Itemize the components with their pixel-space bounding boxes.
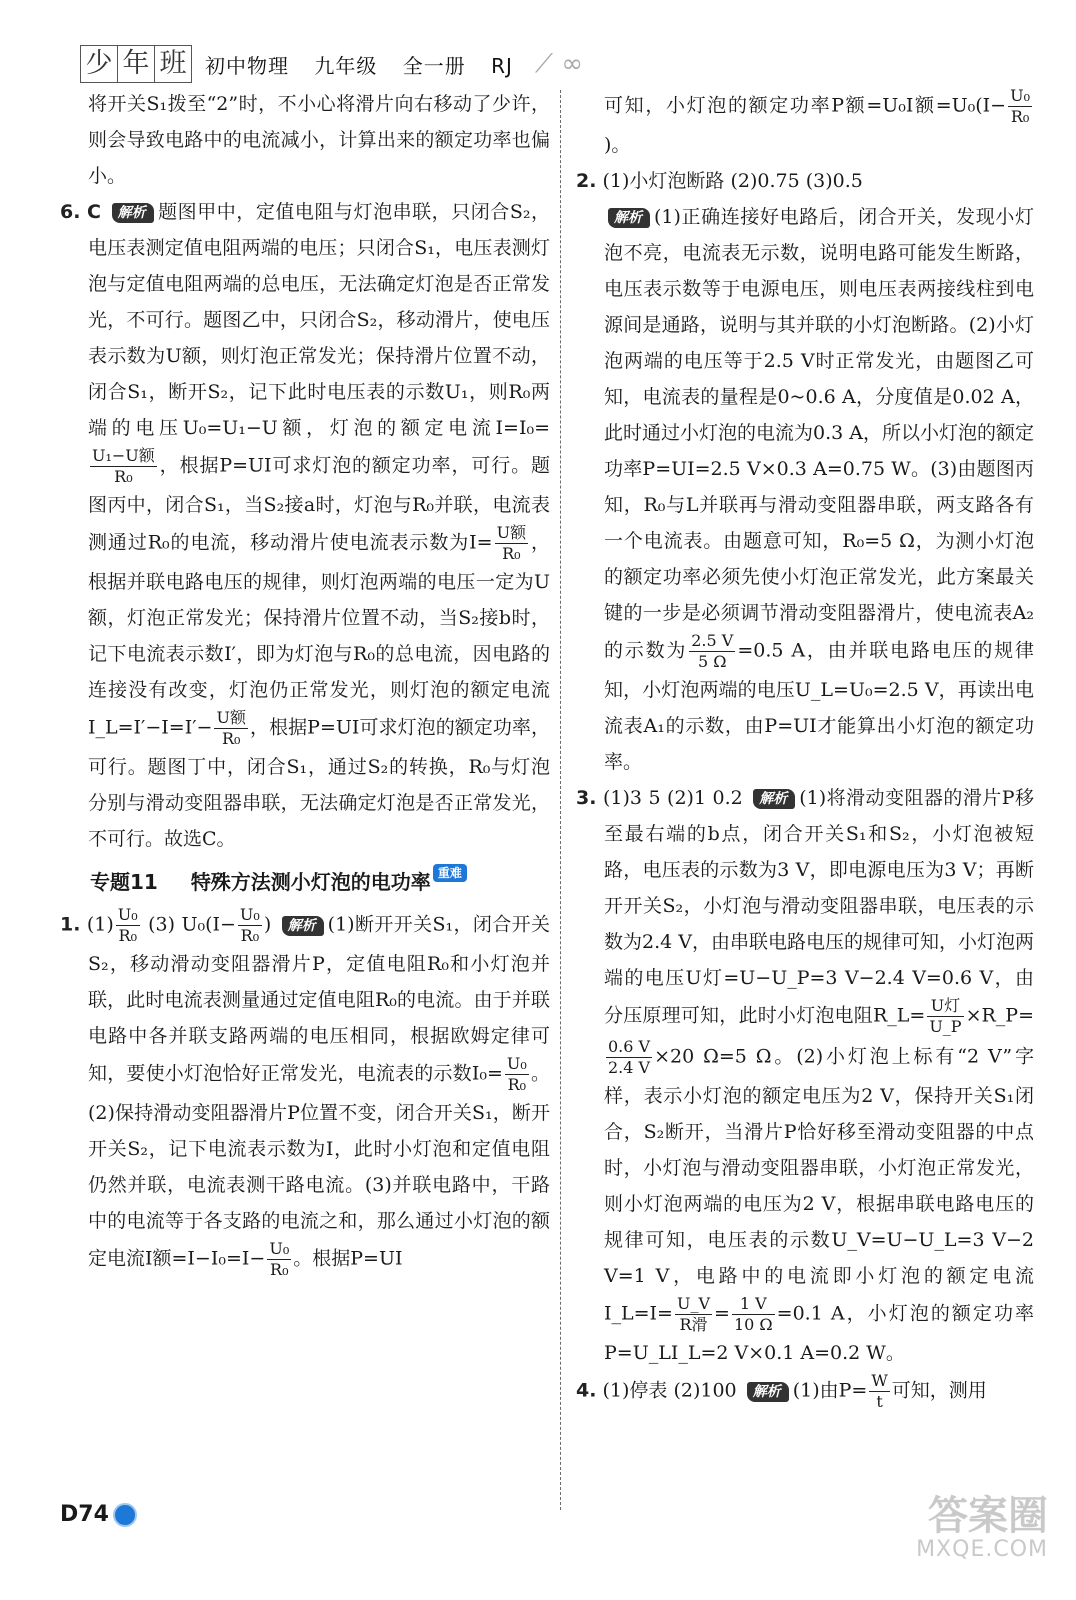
q6-text-d: ，根据P=UI可求灯泡的额定功率，可行。题图丁中，闭合S₁，通过S₂的转换，R₀与灯泡分别与滑动变阻器串联，无法确定灯泡是否正常发光，不可行。故选C。: [88, 716, 550, 850]
q2-text-b: =0.5 A，由并联电路电压的规律知，小灯泡两端的电压U_L=U₀=2.5 V，再读出电流表A₁的示数，由P=UI才能算出小灯泡的额定功率。: [604, 639, 1034, 773]
q2-answers: (1)小灯泡断路 (2)0.75 (3)0.5: [602, 170, 863, 192]
fraction: $\frac{\text{U₀}}{\text{R₀}}$: [269, 1239, 290, 1279]
fraction: $\frac{\text{U额}}{\text{R₀}}$: [216, 708, 246, 748]
fraction: $\frac{1 V}{10 \Omega}$: [733, 1294, 773, 1334]
header-decoration-icon: ⟋ ∞: [534, 48, 583, 79]
q2-number: 2.: [576, 170, 597, 192]
q1-ans3-prefix: (3) U₀(I−: [148, 913, 236, 936]
q4-text-a: (1)由P=: [792, 1379, 868, 1402]
analysis-badge: 解析: [747, 1382, 789, 1402]
q2-text-a: (1)正确连接好电路后，闭合开关，发现小灯泡不亮，电流表无示数，说明电路可能发生断路，电压表示数等于电源电压，则电压表两接线柱到电源间是通路，说明与其并联的小灯泡断路。(2)小灯泡两端的电压等于2.5 V时正常发光，由题图乙可知，电流表的量程是0~0.6 A，分度值是0.02 A，此时通过小灯泡的电流为0.3 A，所以小灯泡的额定功率P=UI=2.5 V×0.3 A=0.75 W。(3)由题图丙知，R₀与L并联再与滑动变阻器串联，两支路各有一个电流表。由题意可知，R₀=5 Ω，为测小灯泡的额定功率必须先使小灯泡正常发光，此方案最关键的一步是必须调节滑动变阻器滑片，使电流表A₂的示数为: [604, 206, 1034, 662]
q5-continuation: 将开关S₁拨至“2”时，不小心将滑片向右移动了少许，则会导致电路中的电流减小，计算出来的额定功率也偏小。: [88, 93, 550, 187]
analysis-badge: 解析: [112, 203, 154, 223]
analysis-badge: 解析: [282, 916, 324, 936]
analysis-badge: 解析: [608, 208, 650, 228]
q1-text-c: 。根据P=UI: [293, 1247, 403, 1270]
left-column: [60, 86, 550, 1280]
fraction: $\frac{0.6 V}{2.4 V}$: [608, 1037, 651, 1077]
q1-cont-text: 可知，小灯泡的额定功率P额=U₀I额=U₀(I−: [604, 94, 1007, 117]
s11-q3-answer: [576, 780, 1034, 1371]
analysis-badge: 解析: [753, 789, 795, 809]
subject-label: 初中物理: [205, 53, 289, 78]
brand-char: 班: [154, 45, 192, 83]
q1-text-b: 。(2)保持滑动变阻器滑片P位置不变，闭合开关S₁，断开开关S₂，记下电流表示数为I，此时小灯泡和定值电阻仍然并联，电流表测干路电流。(3)并联电路中，干路中的电流等于各支路的电流之和，那么通过小灯泡的额定电流I额=I−I₀=I−: [88, 1062, 550, 1270]
fraction: $\frac{\text{U₁−U额}}{\text{R₀}}$: [92, 446, 155, 486]
fraction: $\frac{\text{U₀}}{\text{R₀}}$: [117, 905, 138, 945]
q4-text-b: 可知，测用: [891, 1379, 987, 1402]
q4-answers: (1)停表 (2)100: [602, 1379, 737, 1402]
fraction: $\frac{U\_V}{\text{R滑}}$: [676, 1294, 711, 1334]
right-column: [576, 86, 1034, 1412]
fraction: $\frac{\text{U₀}}{\text{R₀}}$: [506, 1054, 527, 1094]
watermark-text: 答案圈: [928, 1493, 1048, 1539]
page-dot-icon: [113, 1503, 137, 1527]
q3-mid-text: ×R_P=: [965, 1004, 1034, 1027]
fraction: $\frac{\text{U额}}{\text{R₀}}$: [496, 523, 527, 563]
fraction: $\frac{2.5 V}{5 \Omega}$: [691, 631, 734, 671]
grade-label: 九年级: [314, 53, 378, 78]
column-divider: [560, 90, 561, 1510]
s11-q2-answer: [576, 163, 1034, 780]
s11-q4-answer: [576, 1371, 1034, 1412]
page-number: D74: [60, 1502, 109, 1527]
brand-logo: [80, 45, 191, 83]
difficulty-tag: 重难: [433, 864, 467, 882]
volume-label: 全一册: [402, 53, 466, 78]
s11-q1-continuation: [576, 86, 1034, 163]
fraction: $\frac{\text{U₀}}{\text{R₀}}$: [1010, 86, 1030, 126]
section-label: 专题11: [90, 870, 158, 894]
fraction: $\frac{W}{t}$: [871, 1371, 888, 1411]
q6-answer: [60, 194, 550, 857]
q3-answers: (1)3 5 (2)1 0.2: [602, 787, 743, 809]
q1-text-a: (1)断开开关S₁，闭合开关S₂，移动滑动变阻器滑片P，定值电阻R₀和小灯泡并联，此时电流表测量通过定值电阻R₀的电流。由于并联电路中各并联支路两端的电压相同，根据欧姆定律可知，要使小灯泡恰好正常发光，电流表的示数I₀=: [88, 913, 550, 1085]
q1-cont-text-end: )。: [604, 134, 631, 156]
q6-text-b: ，根据P=UI可求灯泡的额定功率，可行。题图丙中，闭合S₁，当S₂接a时，灯泡与R₀并联，电流表测通过R₀的电流，移动滑片使电流表示数为I=: [88, 454, 550, 554]
q6-number: 6.: [60, 201, 81, 223]
edition-label: RJ: [491, 53, 513, 78]
q3-mid-text: =: [714, 1302, 730, 1325]
q3-text-c: =0.1 A，小灯泡的额定功率P=U_LI_L=2 V×0.1 A=0.2 W。: [604, 1302, 1034, 1364]
watermark-url: MXQE.COM: [916, 1537, 1048, 1562]
q1-number: 1.: [60, 913, 81, 936]
book-info: [205, 50, 531, 79]
section-name: 特殊方法测小灯泡的电功率: [190, 870, 431, 894]
fraction: $\frac{\text{U₀}}{\text{R₀}}$: [239, 905, 260, 945]
page-footer: [60, 1502, 137, 1527]
q1-ans3-suffix: ): [263, 913, 272, 936]
s11-q1-answer: [60, 905, 550, 1280]
q6-text-c: ，根据并联电路电压的规律，则灯泡两端的电压一定为U额，灯泡正常发光；保持滑片位置不动，当S₂接b时，记下电流表示数I′，即为灯泡与R₀的总电流，因电路的连接没有改变，灯泡仍正常发光，则灯泡的额定电流I_L=I′−I=I′−: [88, 531, 550, 739]
q3-number: 3.: [576, 787, 597, 809]
q1-ans1-prefix: (1): [86, 913, 114, 936]
q6-text-a: 题图甲中，定值电阻与灯泡串联，只闭合S₂，电压表测定值电阻两端的电压；只闭合S₁，电压表测灯泡与定值电阻两端的总电压，无法确定灯泡是否正常发光，不可行。题图乙中，只闭合S₂，移动滑片，使电压表示数为U额，则灯泡正常发光；保持滑片位置不动，闭合S₁，断开S₂，记下此时电压表的示数U₁，则R₀两端的电压U₀=U₁−U额，灯泡的额定电流I=I₀=: [88, 201, 551, 439]
section-title: [90, 863, 550, 901]
q3-text-a: (1)将滑动变阻器的滑片P移至最右端的b点，闭合开关S₁和S₂，小灯泡被短路，电压表的示数为3 V，即电源电压为3 V；再断开开关S₂，小灯泡与滑动变阻器串联，电压表的示数为2.4 V，由串联电路电压的规律可知，小灯泡两端的电压U灯=U−U_P=3 V−2.4 V=0.6 V，由分压原理可知，此时小灯泡电阻R_L=: [604, 787, 1034, 1027]
brand-char: 少: [80, 45, 118, 83]
fraction: $\frac{\text{U灯}}{U\_P}$: [929, 996, 962, 1036]
page-header: [80, 40, 600, 88]
q4-number: 4.: [576, 1379, 597, 1402]
watermark-logo: [858, 1494, 1048, 1562]
q6-choice: C: [87, 201, 101, 223]
q3-text-b: ×20 Ω=5 Ω。(2)小灯泡上标有“2 V”字样，表示小灯泡的额定电压为2 V，保持开关S₁闭合，S₂断开，当滑片P恰好移至滑动变阻器的中点时，小灯泡与滑动变阻器串联，小灯泡正常发光，则小灯泡两端的电压为2 V，根据串联电路电压的规律可知，电压表的示数U_V=U−U_L=3 V−2 V=1 V，电路中的电流即小灯泡的额定电流I_L=I=: [604, 1045, 1034, 1325]
brand-char: 年: [117, 45, 155, 83]
